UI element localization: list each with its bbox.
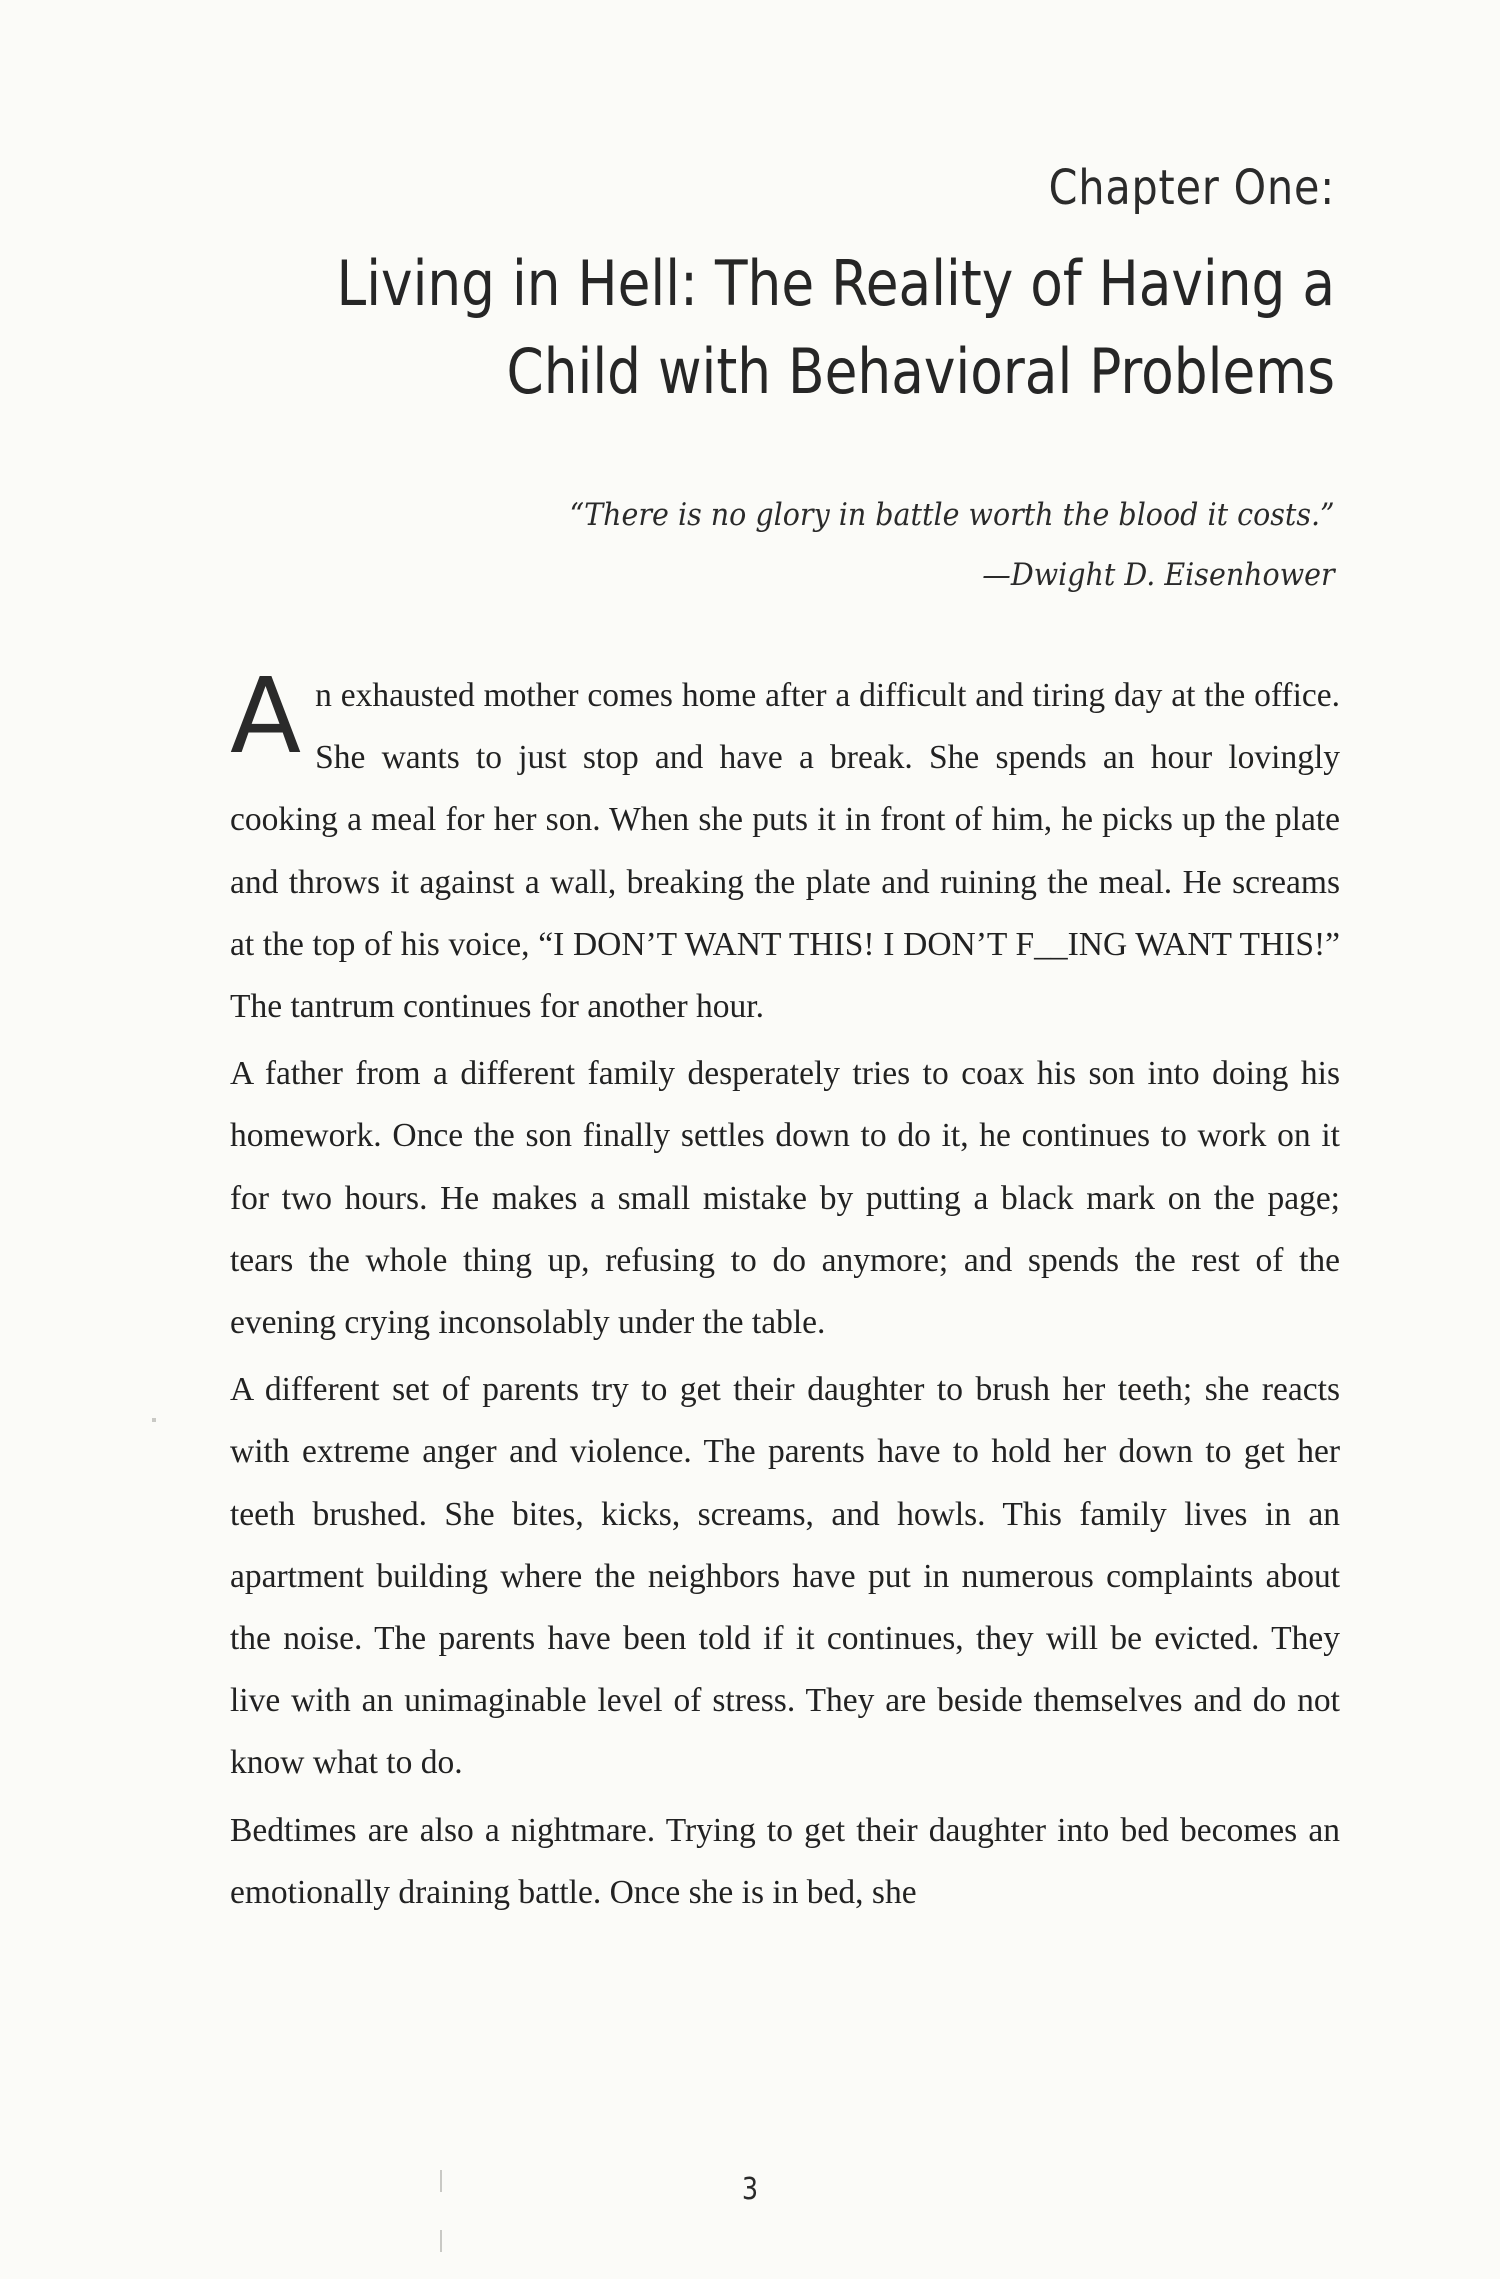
epigraph-attribution: —Dwight D. Eisenhower [982,557,1335,593]
chapter-label: Chapter One: [1048,160,1335,216]
epigraph [570,485,1335,605]
drop-cap: A [230,655,302,777]
paragraph-1 [230,655,1340,1038]
paragraph-3: A different set of parents try to get their daughter to brush her teeth; she reacts with extreme anger and violence. The parents have to hold her down to get her teeth brushed. She bites, kicks, screams, and howls. This family lives in an apartment building where the neighbors have put in numerous complaints about the noise. The parents have been told if it continues, they will be evicted. They live with an unimaginable level of stress. They are beside themselves and do not know what to do. [230,1371,1340,1782]
paragraph-2: A father from a different family desperately tries to coax his son into doing his homework. Once the son finally settles down to do it, he continues to work on it for two hours. He makes a small mistake by putting a black mark on the page; tears the whole thing up, refusing to do anymore; and spends the rest of the evening crying inconsolably under the table. [230,1055,1340,1342]
paragraph-1-text: n exhausted mother comes home after a difficult and tiring day at the office. She wants to just stop and have a break. She spends an hour lovingly cooking a meal for her son. When she puts it in front of him, he picks up the plate and throws it against a wall, breaking the plate and ruining the meal. He screams at the top of his voice, “I DON’T WANT THIS! I DON’T F__ING WANT THIS!” The tantrum continues for another hour. [230,677,1340,1026]
body-text [230,655,1340,1929]
chapter-title [303,240,1335,416]
paragraph-4: Bedtimes are also a nightmare. Trying to get their daughter into bed becomes an emotionally draining battle. Once she is in bed, she [230,1811,1340,1911]
scan-artifact-dot [152,1418,156,1422]
epigraph-quote: “There is no glory in battle worth the blood it costs.” [569,497,1335,533]
scan-artifact-line [440,2170,442,2192]
scan-artifact-line [440,2230,442,2252]
page-number: 3 [741,2172,759,2207]
chapter-title-line-2: Child with Behavioral Problems [506,335,1335,408]
chapter-title-line-1: Living in Hell: The Reality of Having a [336,247,1335,320]
